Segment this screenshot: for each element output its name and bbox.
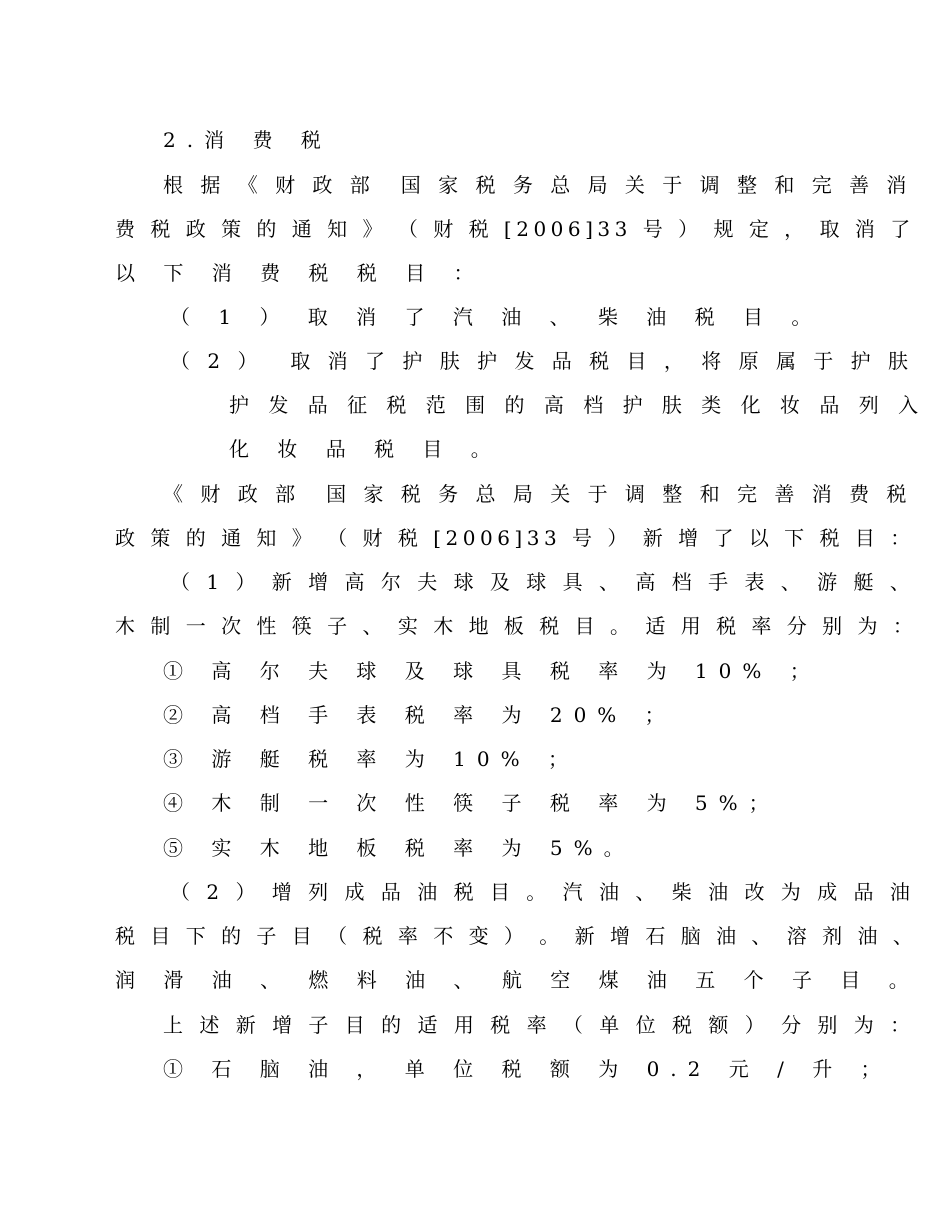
section-heading: 2.消 费 税	[163, 128, 332, 152]
list-item-continuation: 木 制 一 次 性 筷 子 、 实 木 地 板 税 目 。 适 用 税 率 分 别 为 ：	[115, 614, 918, 638]
rate-item: ① 高 尔 夫 球 及 球 具 税 率 为 10% ；	[163, 659, 821, 683]
list-item: （ 2 ） 取 消 了 护 肤 护 发 品 税 目 ， 将 原 属 于 护 肤	[170, 349, 914, 373]
list-item: （ 1 ） 新 增 高 尔 夫 球 及 球 具 、 高 档 手 表 、 游 艇 、	[170, 570, 915, 594]
list-item-continuation: 化 妆 品 税 目 。	[229, 437, 502, 461]
list-item-continuation: 税 目 下 的 子 目 （ 税 率 不 变 ） 。 新 增 石 脑 油 、 溶 剂 油 、	[115, 924, 918, 948]
rate-item: ① 石 脑 油 ， 单 位 税 额 为 0.2 元 / 升 ；	[163, 1057, 892, 1081]
rate-item: ② 高 档 手 表 税 率 为 20% ；	[163, 703, 676, 727]
paragraph-line: 上 述 新 增 子 目 的 适 用 税 率 （ 单 位 税 额 ） 分 别 为 ：	[163, 1013, 916, 1037]
paragraph-line: 《 财 政 部 国 家 税 务 总 局 关 于 调 整 和 完 善 消 费 税	[163, 482, 912, 506]
rate-item: ④ 木 制 一 次 性 筷 子 税 率 为 5%；	[163, 791, 780, 815]
paragraph-line: 根 据 《 财 政 部 国 家 税 务 总 局 关 于 调 整 和 完 善 消	[163, 173, 912, 197]
paragraph-line: 政 策 的 通 知 》 （ 财 税 [2006]33 号 ） 新 增 了 以 下 税 目 ：	[115, 526, 915, 550]
rate-item: ③ 游 艇 税 率 为 10% ；	[163, 747, 579, 771]
paragraph-line: 费 税 政 策 的 通 知 》 （ 财 税 [2006]33 号 ） 规 定 ， 取 消 了	[115, 217, 915, 241]
list-item-continuation: 润 滑 油 、 燃 料 油 、 航 空 煤 油 五 个 子 目 。	[115, 968, 920, 992]
rate-item: ⑤ 实 木 地 板 税 率 为 5%。	[163, 836, 635, 860]
list-item: （ 1 ） 取 消 了 汽 油 、 柴 油 税 目 。	[170, 305, 823, 329]
list-item-continuation: 护 发 品 征 税 范 围 的 高 档 护 肤 类 化 妆 品 列 入	[229, 393, 925, 417]
paragraph-line: 以 下 消 费 税 税 目 ：	[115, 261, 485, 285]
list-item: （ 2 ） 增 列 成 品 油 税 目 。 汽 油 、 柴 油 改 为 成 品 油	[170, 880, 915, 904]
